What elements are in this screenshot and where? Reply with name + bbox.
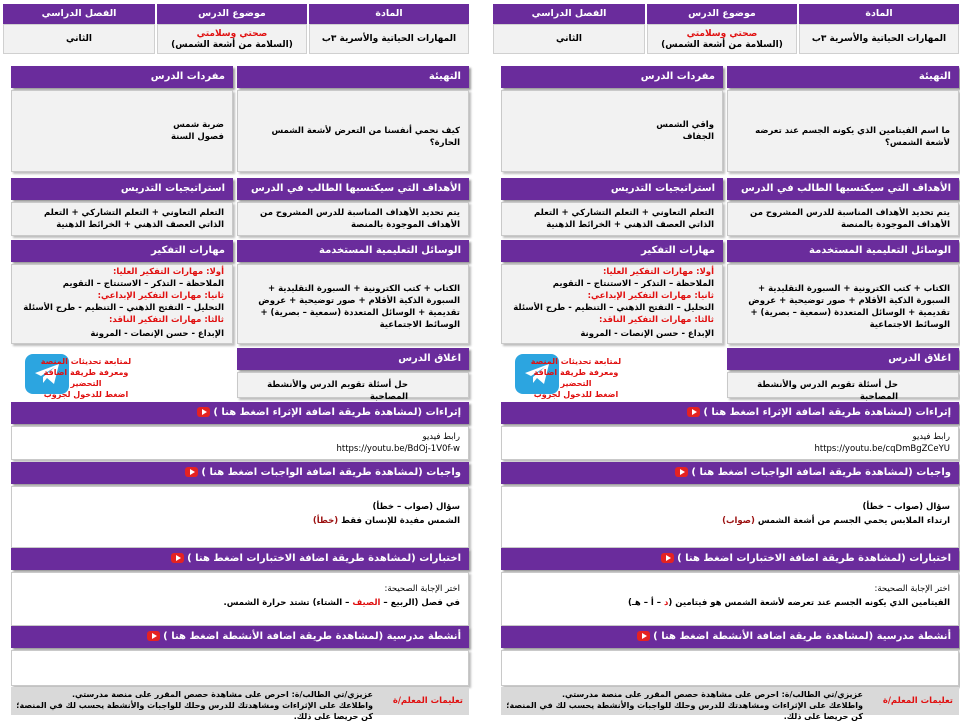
activities-link[interactable]: (لمشاهدة طريقة اضافة الأنشطة اضغط هنا )	[163, 631, 384, 642]
warmup-text: ما اسم الفيتامين الذي يكونه الجسم عند تعرضه لأشعة الشمس؟	[755, 126, 950, 148]
goals-text: يتم تحديد الأهداف المناسبة للدرس المشروح من الأهداف الموجودة بالمنصة	[260, 208, 460, 230]
lesson-info-table	[493, 4, 959, 54]
tests-link[interactable]: (لمشاهدة طريقة اضافة الاختبارات اضغط هنا )	[677, 553, 906, 564]
skills-heading-2: ثانيا: مهارات التفكير الإبداعي:	[587, 291, 714, 301]
skills-header: مهارات التفكير	[501, 240, 723, 262]
warmup-header: التهيئة	[237, 66, 469, 88]
homework-link[interactable]: (لمشاهدة طريقة اضافة الواجبات اضغط هنا )	[201, 467, 423, 478]
youtube-icon[interactable]	[171, 553, 184, 563]
skills-text-3: الإبداع - حسن الإنصات - المرونة	[90, 329, 224, 339]
term-value: الثاني	[493, 24, 645, 54]
tests-link[interactable]: (لمشاهدة طريقة اضافة الاختبارات اضغط هنا )	[187, 553, 416, 564]
topic-value	[157, 24, 307, 54]
tests-box	[11, 572, 469, 626]
warmup-header: التهيئة	[727, 66, 959, 88]
topic-unit: صحتي وسلامتي	[686, 29, 758, 39]
homework-line-1: سؤال (صواب – خطأ)	[862, 502, 950, 512]
instructions-line-1: عزيزي/تي الطالب/ة: احرص على مشاهدة حصص المقرر على منصة مدرستي.	[562, 690, 863, 699]
vocab-line-1: ضربة شمس	[173, 120, 224, 130]
youtube-icon[interactable]	[661, 553, 674, 563]
skills-header: مهارات التفكير	[11, 240, 233, 262]
goals-header: الأهداف التي سيكتسبها الطالب في الدرس	[727, 178, 959, 200]
subject-value: المهارات الحياتية والأسرية ٣ب	[309, 24, 469, 54]
instructions-bar	[11, 687, 469, 721]
tests-line-2: الفيتامين الذي يكونه الجسم عند تعرضه لأشعة الشمس هو فيتامين (د – أ – هـ)	[628, 598, 950, 608]
vocab-box	[501, 90, 723, 172]
tools-box	[727, 264, 959, 344]
term-value: الثاني	[3, 24, 155, 54]
closing-text: حل أسئلة تقويم الدرس والأنشطة المصاحبة	[757, 380, 898, 402]
goals-header: الأهداف التي سيكتسبها الطالب في الدرس	[237, 178, 469, 200]
homework-answer: (خطأ)	[312, 516, 339, 526]
tests-header[interactable]: اختبارات (لمشاهدة طريقة اضافة الاختبارات اضغط هنا )	[11, 548, 469, 570]
telegram-banner[interactable]	[11, 348, 233, 400]
warmup-box	[727, 90, 959, 172]
skills-heading-1: أولا: مهارات التفكير العليا:	[602, 267, 714, 277]
enrich-link[interactable]: (لمشاهدة طريقة اضافة الإثراء اضغط هنا )	[213, 407, 423, 418]
closing-header: اغلاق الدرس	[727, 348, 959, 370]
youtube-icon[interactable]	[185, 467, 198, 477]
telegram-banner[interactable]	[501, 348, 723, 400]
homework-box	[501, 486, 959, 548]
warmup-box	[237, 90, 469, 172]
tools-header: الوسائل التعليمية المستخدمة	[237, 240, 469, 262]
closing-box	[237, 372, 469, 402]
vocab-header: مفردات الدرس	[11, 66, 233, 88]
homework-answer: (صواب)	[722, 516, 755, 526]
topic-unit: صحتي وسلامتي	[196, 29, 268, 39]
subject-value: المهارات الحياتية والأسرية ٣ب	[799, 24, 959, 54]
activities-box	[11, 650, 469, 686]
term-header: الفصل الدراسي	[3, 4, 155, 24]
strategies-text: التعلم التعاوني + التعلم التشاركي + التعلم الذاتي العصف الذهني + الخرائط الذهنية	[43, 208, 224, 230]
homework-line-1: سؤال (صواب – خطأ)	[372, 502, 460, 512]
enrich-url[interactable]: https://youtu.be/cqDmBgZCeYU	[814, 444, 950, 454]
strategies-header: استراتيجيات التدريس	[501, 178, 723, 200]
telegram-text[interactable]: لمتابعة تحديثات المنصة ومعرفة طريقة اضافة التحضير اضغط للدخول لجروب	[40, 357, 132, 399]
strategies-box	[11, 202, 233, 236]
lesson-plan-page-1	[493, 4, 959, 721]
youtube-icon[interactable]	[687, 407, 700, 417]
vocab-line-2: فصول السنة	[171, 132, 224, 142]
topic-header: موضوع الدرس	[647, 4, 797, 24]
instructions-title: تعليمات المعلم/ة	[882, 696, 953, 706]
homework-line-2: الشمس مفيدة للإنسان فقط (خطأ)	[312, 516, 460, 526]
subject-header: المادة	[309, 4, 469, 24]
enrich-header[interactable]: إثراءات (لمشاهدة طريقة اضافة الإثراء اضغط هنا )	[501, 402, 959, 424]
enrich-box	[11, 426, 469, 460]
subject-header: المادة	[799, 4, 959, 24]
skills-heading-2: ثانيا: مهارات التفكير الإبداعي:	[97, 291, 224, 301]
enrich-header[interactable]: إثراءات (لمشاهدة طريقة اضافة الإثراء اضغط هنا )	[11, 402, 469, 424]
tools-box	[237, 264, 469, 344]
term-header: الفصل الدراسي	[493, 4, 645, 24]
strategies-header: استراتيجيات التدريس	[11, 178, 233, 200]
goals-box	[727, 202, 959, 236]
youtube-icon[interactable]	[675, 467, 688, 477]
enrich-url[interactable]: https://youtu.be/BdOj-1V0f-w	[336, 444, 460, 454]
vocab-line-1: واقي الشمس	[656, 120, 714, 130]
vocab-box	[11, 90, 233, 172]
activities-link[interactable]: (لمشاهدة طريقة اضافة الأنشطة اضغط هنا )	[653, 631, 874, 642]
skills-text-1: الملاحظة – التذكر – الاستنتاج – التقويم	[552, 279, 714, 289]
tools-text: الكتاب + كتب الكترونية + السبورة التقليدية + السبورة الذكية الأقلام + صور توضيحية + عروض تقديمية + الوسائل المتعددة (سمعية – بصرية) + الوسائط الاجتماعية	[258, 284, 460, 330]
skills-text-3: الإبداع - حسن الإنصات - المرونة	[580, 329, 714, 339]
topic-header: موضوع الدرس	[157, 4, 307, 24]
activities-header[interactable]: أنشطة مدرسية (لمشاهدة طريقة اضافة الأنشطة اضغط هنا )	[11, 626, 469, 648]
instructions-title: تعليمات المعلم/ة	[392, 696, 463, 706]
instructions-line-2: واطلاعك على الإثراءات ومشاهدتك للدرس وحلك للواجبات والأنشطة يحسب لك في المنصة؛ كن حريصا على ذلك.	[506, 701, 863, 721]
instructions-line-2: واطلاعك على الإثراءات ومشاهدتك للدرس وحلك للواجبات والأنشطة يحسب لك في المنصة؛ كن حريصا على ذلك.	[16, 701, 373, 721]
homework-box	[11, 486, 469, 548]
topic-title: (السلامة من أشعة الشمس)	[661, 40, 783, 50]
homework-header[interactable]: واجبات (لمشاهدة طريقة اضافة الواجبات اضغط هنا )	[11, 462, 469, 484]
tests-line-1: اختر الإجابة الصحيحة:	[874, 584, 950, 594]
enrich-line-1: رابط فيديو	[422, 432, 460, 442]
skills-box	[11, 264, 233, 344]
tools-text: الكتاب + كتب الكترونية + السبورة التقليدية + السبورة الذكية الأقلام + صور توضيحية + عروض تقديمية + الوسائل المتعددة (سمعية – بصرية) + الوسائط الاجتماعية	[748, 284, 950, 330]
skills-text-1: الملاحظة – التذكر – الاستنتاج – التقويم	[62, 279, 224, 289]
skills-text-2: التحليل – التفتح الذهني – التنظيم - طرح الأسئلة	[23, 303, 224, 313]
closing-header: اغلاق الدرس	[237, 348, 469, 370]
skills-heading-1: أولا: مهارات التفكير العليا:	[112, 267, 224, 277]
lesson-plan-page-2	[3, 4, 469, 721]
instructions-bar	[501, 687, 959, 721]
vocab-line-2: الجفاف	[682, 132, 714, 142]
strategies-text: التعلم التعاوني + التعلم التشاركي + التعلم الذاتي العصف الذهني + الخرائط الذهنية	[533, 208, 714, 230]
enrich-line-1: رابط فيديو	[912, 432, 950, 442]
tests-line-1: اختر الإجابة الصحيحة:	[384, 584, 460, 594]
warmup-text: كيف نحمي أنفسنا من التعرض لأشعة الشمس الحارة؟	[271, 126, 460, 148]
vocab-header: مفردات الدرس	[501, 66, 723, 88]
lesson-info-table	[3, 4, 469, 54]
goals-text: يتم تحديد الأهداف المناسبة للدرس المشروح من الأهداف الموجودة بالمنصة	[750, 208, 950, 230]
strategies-box	[501, 202, 723, 236]
skills-heading-3: ثالثا: مهارات التفكير الناقد:	[599, 315, 714, 325]
youtube-icon[interactable]	[637, 631, 650, 641]
activities-header[interactable]: أنشطة مدرسية (لمشاهدة طريقة اضافة الأنشطة اضغط هنا )	[501, 626, 959, 648]
youtube-icon[interactable]	[197, 407, 210, 417]
homework-line-2: ارتداء الملابس يحمي الجسم من أشعة الشمس (صواب)	[722, 516, 950, 526]
goals-box	[237, 202, 469, 236]
instructions-line-1: عزيزي/تي الطالب/ة: احرص على مشاهدة حصص المقرر على منصة مدرستي.	[72, 690, 373, 699]
telegram-text[interactable]: لمتابعة تحديثات المنصة ومعرفة طريقة اضافة التحضير اضغط للدخول لجروب	[530, 357, 622, 399]
enrich-link[interactable]: (لمشاهدة طريقة اضافة الإثراء اضغط هنا )	[703, 407, 913, 418]
topic-value	[647, 24, 797, 54]
tests-header[interactable]: اختبارات (لمشاهدة طريقة اضافة الاختبارات اضغط هنا )	[501, 548, 959, 570]
closing-box	[727, 372, 959, 402]
topic-title: (السلامة من أشعة الشمس)	[171, 40, 293, 50]
tests-box	[501, 572, 959, 626]
skills-text-2: التحليل – التفتح الذهني – التنظيم - طرح الأسئلة	[513, 303, 714, 313]
skills-heading-3: ثالثا: مهارات التفكير الناقد:	[109, 315, 224, 325]
closing-text: حل أسئلة تقويم الدرس والأنشطة المصاحبة	[267, 380, 408, 402]
tests-line-2: في فصل (الربيع – الصيف – الشتاء) تشتد حرارة الشمس.	[223, 598, 460, 608]
activities-box	[501, 650, 959, 686]
skills-box	[501, 264, 723, 344]
youtube-icon[interactable]	[147, 631, 160, 641]
homework-link[interactable]: (لمشاهدة طريقة اضافة الواجبات اضغط هنا )	[691, 467, 913, 478]
tools-header: الوسائل التعليمية المستخدمة	[727, 240, 959, 262]
enrich-box	[501, 426, 959, 460]
homework-header[interactable]: واجبات (لمشاهدة طريقة اضافة الواجبات اضغط هنا )	[501, 462, 959, 484]
